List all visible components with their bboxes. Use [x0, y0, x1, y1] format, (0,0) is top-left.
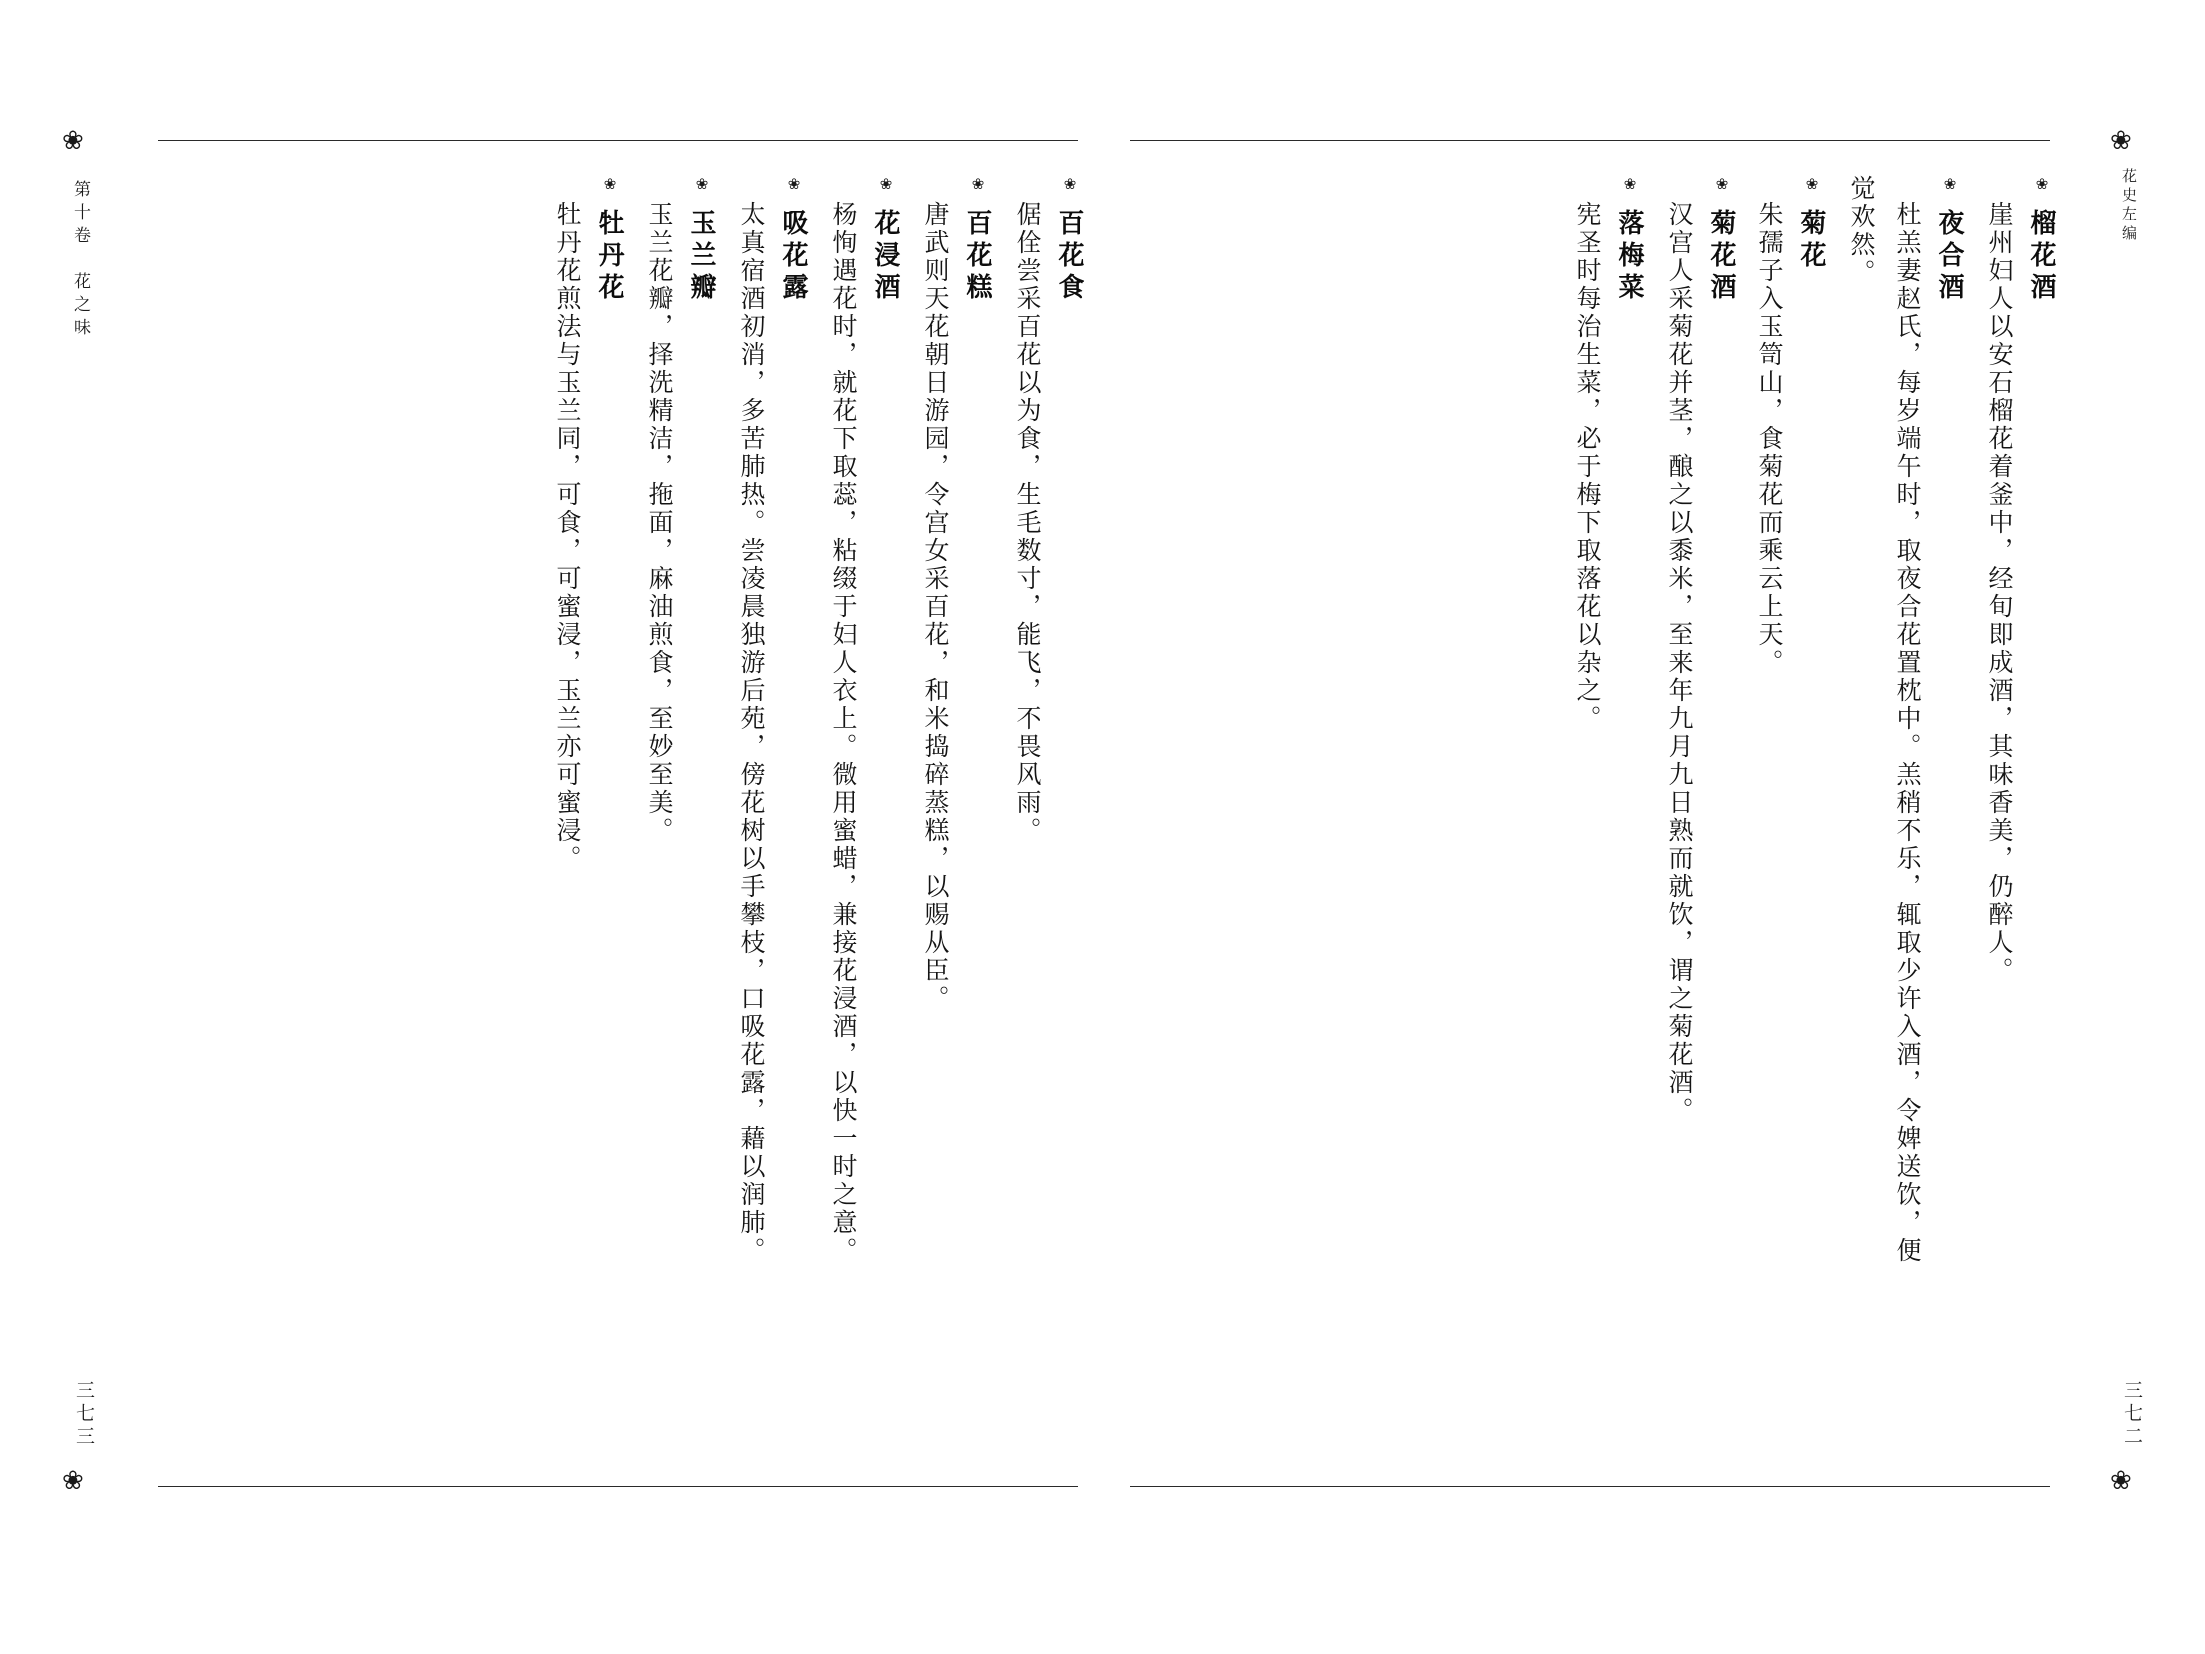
- entry-heading: [1051, 175, 1088, 305]
- page-rule-top-right: [1130, 140, 2050, 141]
- entry-body: 杜羔妻赵氏，每岁端午时，取夜合花置枕中。羔稍不乐，辄取少许入酒，令婢送饮，便: [1893, 201, 1920, 1265]
- entry-heading: [775, 175, 812, 305]
- entry-heading: [1931, 175, 1968, 305]
- entry-body: 牡丹花煎法与玉兰同，可食，可蜜浸，玉兰亦可蜜浸。: [553, 201, 580, 873]
- entry-body: 太真宿酒初消，多苦肺热。尝凌晨独游后苑，傍花树以手攀枝，口吸花露，藉以润肺。: [737, 201, 764, 1265]
- page-rule-bottom-right: [1130, 1486, 2050, 1487]
- page-rule-top-left: [158, 140, 1078, 141]
- entry-heading-text: 榴花酒: [2027, 209, 2056, 305]
- entry-heading-text: 百花糕: [963, 209, 992, 305]
- entry-heading: [1611, 175, 1648, 305]
- page-rule-bottom-left: [158, 1486, 1078, 1487]
- running-head-right: 花史左编: [2120, 168, 2136, 244]
- entry-body: 唐武则天花朝日游园，令宫女采百花，和米捣碎蒸糕，以赐从臣。: [921, 201, 948, 1013]
- flower-bullet-icon: ❀: [693, 175, 709, 199]
- flower-bullet-icon: ❀: [2033, 175, 2049, 199]
- entry-heading-text: 菊花酒: [1707, 209, 1736, 305]
- entry-heading-text: 夜合酒: [1935, 209, 1964, 305]
- entry-heading: [1703, 175, 1740, 305]
- entry-heading-text: 菊花: [1797, 209, 1826, 273]
- entry-heading: [683, 175, 720, 305]
- entry-heading: [867, 175, 904, 305]
- entry-body: 崖州妇人以安石榴花着釜中，经旬即成酒，其味香美，仍醉人。: [1985, 201, 2012, 985]
- entry-heading: [591, 175, 628, 305]
- entry-heading-text: 吸花露: [779, 209, 808, 305]
- entry-body: 倨佺尝采百花以为食，生毛数寸，能飞，不畏风雨。: [1013, 201, 1040, 845]
- entry-heading-text: 玉兰瓣: [687, 209, 716, 305]
- right-page-text-block: [1130, 175, 2060, 1455]
- entry-heading-text: 花浸酒: [871, 209, 900, 305]
- entry-heading: [2023, 175, 2060, 305]
- flower-ornament-icon: ❀: [2110, 126, 2132, 155]
- entry-body: 玉兰花瓣，择洗精洁，拖面，麻油煎食，至妙至美。: [645, 201, 672, 845]
- entry-heading-text: 牡丹花: [595, 209, 624, 305]
- folio-number-right: 三七二: [2121, 1380, 2142, 1449]
- flower-bullet-icon: ❀: [1713, 175, 1729, 199]
- flower-bullet-icon: ❀: [969, 175, 985, 199]
- flower-bullet-icon: ❀: [601, 175, 617, 199]
- entry-body: 杨恂遇花时，就花下取蕊，粘缀于妇人衣上。微用蜜蜡，兼接花浸酒，以快一时之意。: [829, 201, 856, 1265]
- running-head-left: 第十卷 花之味: [71, 180, 90, 341]
- entry-heading-text: 落梅菜: [1615, 209, 1644, 305]
- flower-ornament-icon: ❀: [2110, 1466, 2132, 1495]
- flower-bullet-icon: ❀: [1621, 175, 1637, 199]
- flower-bullet-icon: ❀: [1803, 175, 1819, 199]
- folio-number-left: 三七三: [73, 1380, 94, 1449]
- entry-heading: [1793, 175, 1830, 273]
- flower-ornament-icon: ❀: [62, 1466, 84, 1495]
- flower-bullet-icon: ❀: [1941, 175, 1957, 199]
- flower-bullet-icon: ❀: [877, 175, 893, 199]
- entry-body: 汉宫人采菊花并茎，酿之以黍米，至来年九月九日熟而就饮，谓之菊花酒。: [1665, 201, 1692, 1125]
- left-page-text-block: [158, 175, 1088, 1455]
- entry-heading-text: 百花食: [1055, 209, 1084, 305]
- entry-body-continuation: 觉欢然。: [1847, 175, 1874, 287]
- entry-body: 朱孺子入玉笥山，食菊花而乘云上天。: [1755, 201, 1782, 677]
- entry-body: 宪圣时每治生菜，必于梅下取落花以杂之。: [1573, 201, 1600, 733]
- flower-bullet-icon: ❀: [785, 175, 801, 199]
- entry-heading: [959, 175, 996, 305]
- flower-ornament-icon: ❀: [62, 126, 84, 155]
- flower-bullet-icon: ❀: [1061, 175, 1077, 199]
